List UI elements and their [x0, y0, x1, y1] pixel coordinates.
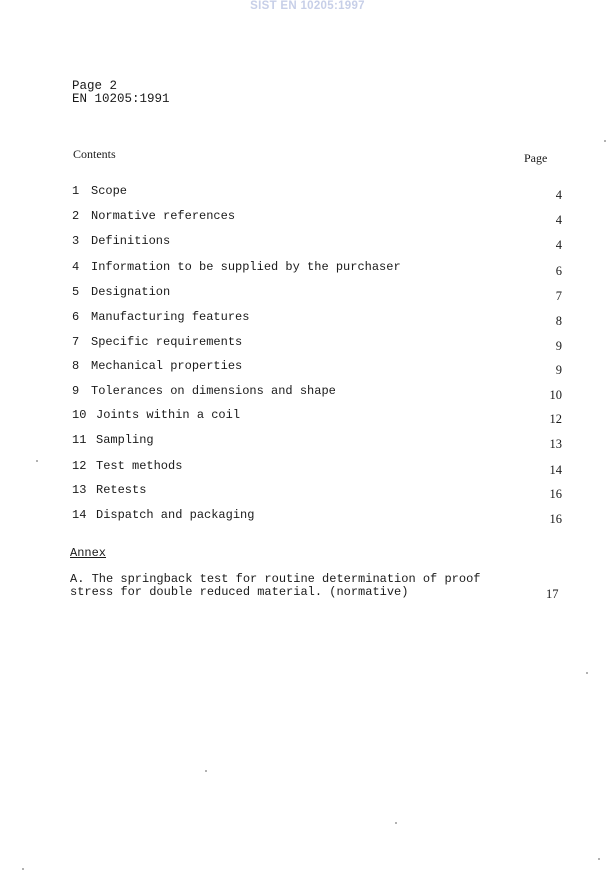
toc-entry-number: 2	[72, 209, 80, 223]
scan-speck	[36, 460, 38, 462]
annex-entry-title-line1: A. The springback test for routine determination of proof	[70, 572, 481, 586]
toc-entry-page: 9	[555, 363, 562, 377]
scan-speck	[395, 822, 397, 824]
toc-entry-number: 3	[72, 234, 80, 248]
toc-entry[interactable]	[72, 310, 562, 328]
scan-speck	[22, 868, 24, 870]
toc-entry[interactable]	[72, 384, 562, 402]
toc-entry-title: Dispatch and packaging	[96, 508, 255, 522]
toc-entry-page: 10	[549, 388, 562, 402]
toc-entry[interactable]	[72, 234, 562, 252]
toc-entry-page: 8	[555, 314, 562, 328]
toc-entry-number: 14	[72, 508, 87, 522]
toc-entry[interactable]	[72, 335, 562, 353]
toc-entry-number: 9	[72, 384, 80, 398]
toc-entry-title: Information to be supplied by the purchaser	[91, 260, 401, 274]
toc-entry-page: 4	[555, 188, 562, 202]
toc-entry[interactable]	[72, 508, 562, 526]
standard-number: EN 10205:1991	[72, 92, 170, 106]
toc-entry-page: 16	[549, 487, 562, 501]
toc-entry[interactable]	[72, 260, 562, 278]
toc-entry[interactable]	[72, 408, 562, 426]
toc-entry-title: Sampling	[96, 433, 154, 447]
toc-entry-title: Definitions	[91, 234, 171, 248]
toc-entry-title: Scope	[91, 184, 128, 198]
toc-entry-page: 7	[555, 289, 562, 303]
annex-entry-page: 17	[546, 587, 559, 601]
toc-entry-number: 6	[72, 310, 80, 324]
annex-heading: Annex	[70, 546, 107, 560]
toc-entry[interactable]	[72, 285, 562, 303]
toc-entry-number: 11	[72, 433, 87, 447]
annex-entry-title-line2: stress for double reduced material. (normative)	[70, 585, 409, 599]
page-number: Page 2	[72, 79, 118, 93]
toc-entry-number: 8	[72, 359, 80, 373]
toc-entry-number: 13	[72, 483, 87, 497]
watermark: SIST EN 10205:1997	[250, 0, 365, 12]
toc-entry-number: 5	[72, 285, 80, 299]
toc-entry-title: Manufacturing features	[91, 310, 250, 324]
toc-entry-number: 12	[72, 459, 87, 473]
toc-entry-page: 4	[555, 213, 562, 227]
toc-entry-page: 4	[555, 238, 562, 252]
toc-entry[interactable]	[72, 359, 562, 377]
toc-entry[interactable]	[72, 459, 562, 477]
toc-entry[interactable]	[72, 209, 562, 227]
toc-entry-title: Normative references	[91, 209, 236, 223]
toc-entry-number: 10	[72, 408, 87, 422]
scan-speck	[604, 140, 606, 142]
toc-entry-title: Retests	[96, 483, 147, 497]
toc-entry-number: 1	[72, 184, 80, 198]
toc-entry-page: 6	[555, 264, 562, 278]
toc-entry-title: Test methods	[96, 459, 183, 473]
toc-entry[interactable]	[72, 483, 562, 501]
annex-entry[interactable]	[70, 573, 480, 599]
toc-entry-page: 16	[549, 512, 562, 526]
toc-entry-title: Joints within a coil	[96, 408, 241, 422]
toc-entry-page: 14	[549, 463, 562, 477]
toc-entry[interactable]	[72, 184, 562, 202]
toc-entry-page: 13	[549, 437, 562, 451]
toc-entry-number: 4	[72, 260, 80, 274]
toc-entry-title: Designation	[91, 285, 171, 299]
contents-heading: Contents	[73, 147, 116, 161]
scan-speck	[205, 770, 207, 772]
toc-entry-title: Tolerances on dimensions and shape	[91, 384, 336, 398]
page-column-heading: Page	[524, 151, 548, 165]
toc-entry-number: 7	[72, 335, 80, 349]
scan-speck	[586, 672, 588, 674]
toc-entry-title: Specific requirements	[91, 335, 243, 349]
page-header	[72, 80, 170, 106]
scan-speck	[598, 858, 600, 860]
toc-entry-page: 9	[555, 339, 562, 353]
toc-entry-title: Mechanical properties	[91, 359, 243, 373]
toc-entry[interactable]	[72, 433, 562, 451]
toc-entry-page: 12	[549, 412, 562, 426]
